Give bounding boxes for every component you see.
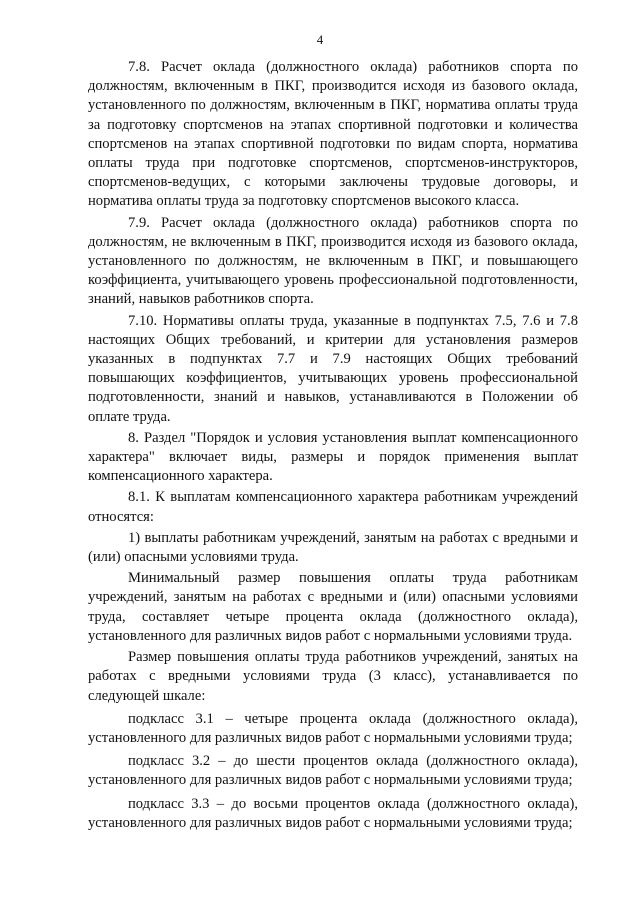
paragraph-subclass-3-1: подкласс 3.1 – четыре процента оклада (должностного оклада), установленного для различных видов работ с нормальными условиями труда; bbox=[88, 710, 578, 746]
paragraph-7-8: 7.8. Расчет оклада (должностного оклада) работников спорта по должностям, включенным в ПКГ, производится исходя из базового оклада, установленного по должностям, включенным в ПКГ, норматива оплаты труда за подготовку спортсменов на этапах спортивной подготовки и количества спортсменов на этапах спортивной подготовки по видам спорта, норматива оплаты труда при подготовке спортсменов, спортсменов-инструкторов, спортсменов-ведущих, с которыми заключены трудовые договоры, и норматива оплаты труда за подготовку спортсменов высокого класса. bbox=[88, 59, 578, 210]
page-number: 4 bbox=[316, 32, 324, 47]
document-body bbox=[88, 58, 578, 833]
paragraph-subclass-3-3: подкласс 3.3 – до восьми процентов оклада (должностного оклада), установленного для различных видов работ с нормальными условиями труда; bbox=[88, 795, 578, 831]
paragraph-subclass-3-2: подкласс 3.2 – до шести процентов оклада (должностного оклада), установленного для различных видов работ с нормальными условиями труда; bbox=[88, 753, 578, 789]
paragraph-7-9: 7.9. Расчет оклада (должностного оклада) работников спорта по должностям, не включенным в ПКГ, производится исходя из базового оклада, установленного по должностям, не включенным в ПКГ, и повышающего коэффициента, учитывающего уровень профессиональной подготовленности, знаний, навыков работников спорта. bbox=[88, 214, 578, 308]
paragraph-scale-intro: Размер повышения оплаты труда работников учреждений, занятых на работах с вредными условиями труда (3 класс), устанавливается по следующей шкале: bbox=[88, 649, 578, 704]
paragraph-item-1: 1) выплаты работникам учреждений, занятым на работах с вредными и (или) опасными условиями труда. bbox=[88, 529, 578, 566]
paragraph-7-10: 7.10. Нормативы оплаты труда, указанные в подпунктах 7.5, 7.6 и 7.8 настоящих Общих требований, и критерии для установления размеров указанных в подпунктах 7.7 и 7.9 настоящих Общих требований повышающих коэффициентов, учитывающих уровень профессиональной подготовленности, знаний и навыков, устанавливаются в Положении об оплате труда. bbox=[88, 312, 578, 425]
paragraph-8: 8. Раздел "Порядок и условия установления выплат компенсационного характера" включает виды, размеры и порядок применения выплат компенсационного характера. bbox=[88, 429, 578, 485]
paragraph-8-1: 8.1. К выплатам компенсационного характера работникам учреждений относятся: bbox=[88, 489, 578, 525]
paragraph-minimum-size: Минимальный размер повышения оплаты труда работникам учреждений, занятым на работах с вредными и (или) опасными условиями труда, составляет четыре процента оклада (должностного оклада), установленного для различных видов работ с нормальными условиями труда. bbox=[88, 570, 578, 644]
